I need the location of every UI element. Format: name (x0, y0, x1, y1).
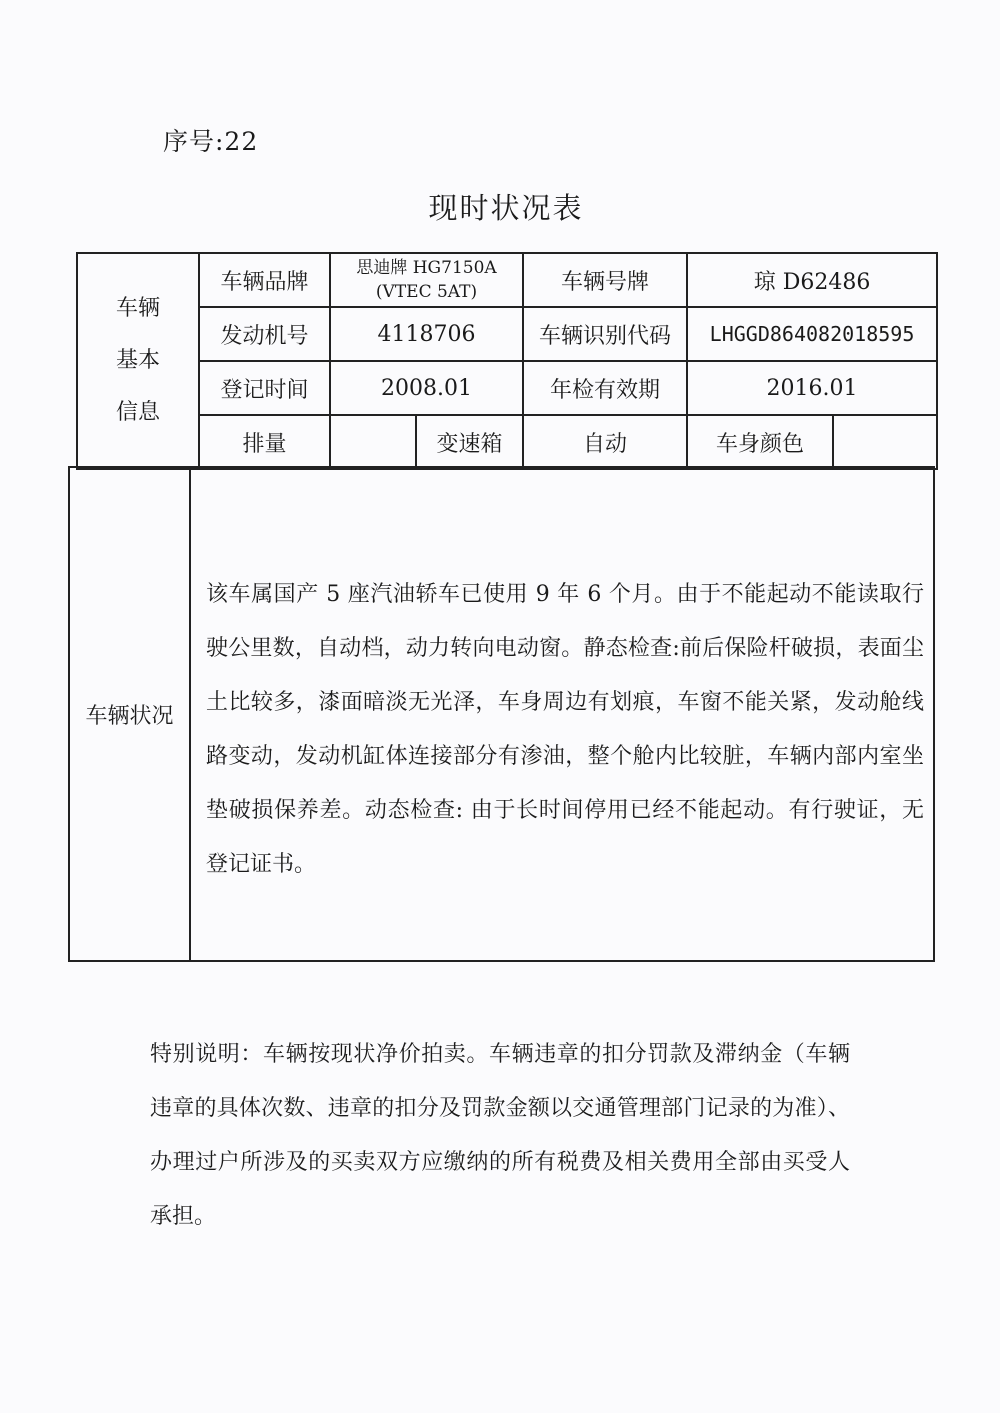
register-time-label: 登记时间 (199, 361, 330, 415)
brand-value-line-2: (VTEC 5AT) (375, 282, 478, 302)
displacement-value (330, 415, 416, 469)
vin-value: LHGGD864082018595 (687, 307, 937, 361)
section-label-line-3: 信息 (115, 400, 160, 425)
basic-info-section-label (77, 253, 199, 469)
special-note: 特别说明：车辆按现状净价拍卖。车辆违章的扣分罚款及滞纳金（车辆违章的具体次数、违章的扣分及罚款金额以交通管理部门记录的为准）、办理过户所涉及的买卖双方应缴纳的所有税费及相关费用全部由买受人承担。 (150, 1042, 850, 1229)
register-time-value: 2008.01 (330, 361, 523, 415)
displacement-label: 排量 (199, 415, 330, 469)
body-color-label: 车身颜色 (687, 415, 833, 469)
brand-value (330, 253, 523, 307)
plate-value: 琼 D62486 (687, 253, 937, 307)
brand-label: 车辆品牌 (199, 253, 330, 307)
condition-description: 该车属国产 5 座汽油轿车已使用 9 年 6 个月。由于不能起动不能读取行驶公里数，自动档，动力转向电动窗。静态检查:前后保险杆破损，表面尘土比较多，漆面暗淡无光泽，车身周边有划痕，车窗不能关紧，发动舱线路变动，发动机缸体连接部分有渗油，整个舱内比较脏，车辆内部内室坐垫破损保养差。动态检查: 由于长时间停用已经不能起动。有行驶证，无登记证书。 (206, 582, 924, 877)
page-title: 现时状况表 (428, 191, 584, 225)
gearbox-label: 变速箱 (416, 415, 523, 469)
serial-number: 序号:22 (163, 127, 259, 156)
body-color-value (833, 415, 937, 469)
gearbox-value: 自动 (523, 415, 687, 469)
vehicle-condition-section (68, 466, 935, 962)
section-label-line-2: 基本 (115, 348, 160, 373)
engine-label: 发动机号 (199, 307, 330, 361)
inspection-label: 年检有效期 (523, 361, 687, 415)
inspection-value: 2016.01 (687, 361, 937, 415)
vehicle-basic-info-table (76, 252, 938, 470)
plate-label: 车辆号牌 (523, 253, 687, 307)
brand-value-line-1: 思迪牌 HG7150A (356, 258, 497, 278)
engine-value: 4118706 (330, 307, 523, 361)
section-label-line-1: 车辆 (115, 296, 160, 321)
vin-label: 车辆识别代码 (523, 307, 687, 361)
condition-label: 车辆状况 (70, 468, 191, 960)
